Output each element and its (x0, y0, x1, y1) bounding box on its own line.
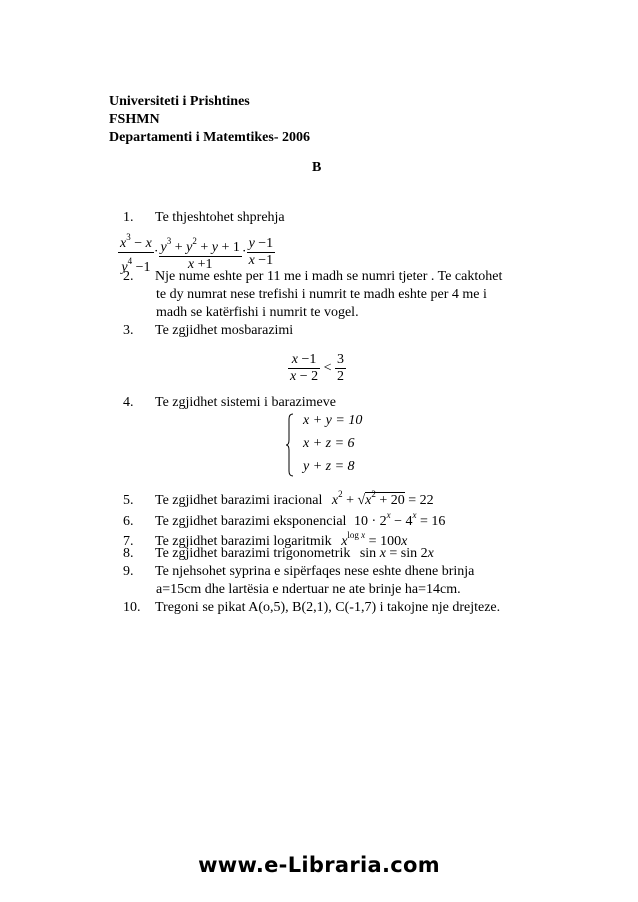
problem-text-line: Nje nume eshte per 11 me i madh se numri tjeter . Te caktohet (155, 269, 503, 284)
problem-number: 8. (123, 546, 134, 561)
inequality-expression: $\frac{x -1}{x - 2}$ < $\frac{3}{2}$ (290, 352, 345, 384)
problem-3 (123, 322, 293, 340)
problem-number: 1. (123, 210, 134, 225)
problem-number: 7. (123, 534, 134, 549)
footer-watermark: www.e-Libraria.com (198, 853, 440, 877)
logarithmic-equation: $x^{log x} = 100x$ (341, 530, 408, 549)
problem-2 (123, 268, 502, 286)
problem-text-line: te dy numrat nese trefishi i numrit te madh eshte per 4 me i (156, 287, 487, 302)
problem-text: Te zgjidhet barazimi iracional (155, 493, 323, 508)
system-equation-2: x + z = 6 (303, 436, 355, 451)
problem-text: Te zgjidhet barazimi eksponencial (155, 514, 347, 529)
problem-text-line: Te njehsohet syprina e sipërfaqes nese eshte dhene brinja (155, 564, 475, 579)
problem-number: 9. (123, 564, 134, 579)
department-name: Departamenti i Matemtikes- 2006 (109, 130, 311, 145)
problem-text: Te thjeshtohet shprehja (155, 210, 285, 225)
problem-number: 3. (123, 323, 134, 338)
trigonometric-equation: sin x = sin 2x (359, 546, 434, 561)
faculty-name: FSHMN (109, 112, 160, 127)
problem-text: Te zgjidhet barazimi logaritmik (155, 534, 332, 549)
problem-number: 5. (123, 493, 134, 508)
problem-number: 4. (123, 395, 134, 410)
problem-1 (123, 209, 285, 227)
problem-text: Te zgjidhet sistemi i barazimeve (155, 395, 336, 410)
system-equation-3: y + z = 8 (303, 459, 355, 474)
exam-variant: B (312, 160, 322, 175)
expression-1: $\frac{x^3 - x}{y^4 -1}$ · $\frac{y^3 + y^2 + y + 1}{x +1}$ · $\frac{y -1}{x -1}$ (118, 229, 275, 276)
problem-text: Tregoni se pikat A(o,5), B(2,1), C(-1,7) i takojne nje drejteze. (155, 600, 501, 615)
system-brace (286, 413, 294, 477)
problem-text: Te zgjidhet mosbarazimi (155, 323, 294, 338)
exponential-equation: $10 \cdot 2^x - 4^x = 16$ (353, 510, 446, 529)
problem-number: 10. (123, 600, 141, 615)
system-equation-1: x + y = 10 (303, 413, 363, 428)
problem-number: 6. (123, 514, 134, 529)
irrational-equation: $x^2 + √x^2 + 20 = 22$ (331, 489, 434, 508)
university-name: Universiteti i Prishtines (109, 94, 250, 109)
problem-text-line: a=15cm dhe lartësia e ndertuar ne ate brinje ha=14cm. (156, 582, 461, 597)
problem-4 (123, 394, 336, 412)
problem-number: 2. (123, 269, 134, 284)
problem-9 (123, 563, 474, 581)
problem-10 (123, 599, 500, 617)
problem-8 (123, 545, 434, 563)
problem-text-line: madh se katërfishi i numrit te vogel. (156, 305, 359, 320)
problem-text: Te zgjidhet barazimi trigonometrik (155, 546, 351, 561)
